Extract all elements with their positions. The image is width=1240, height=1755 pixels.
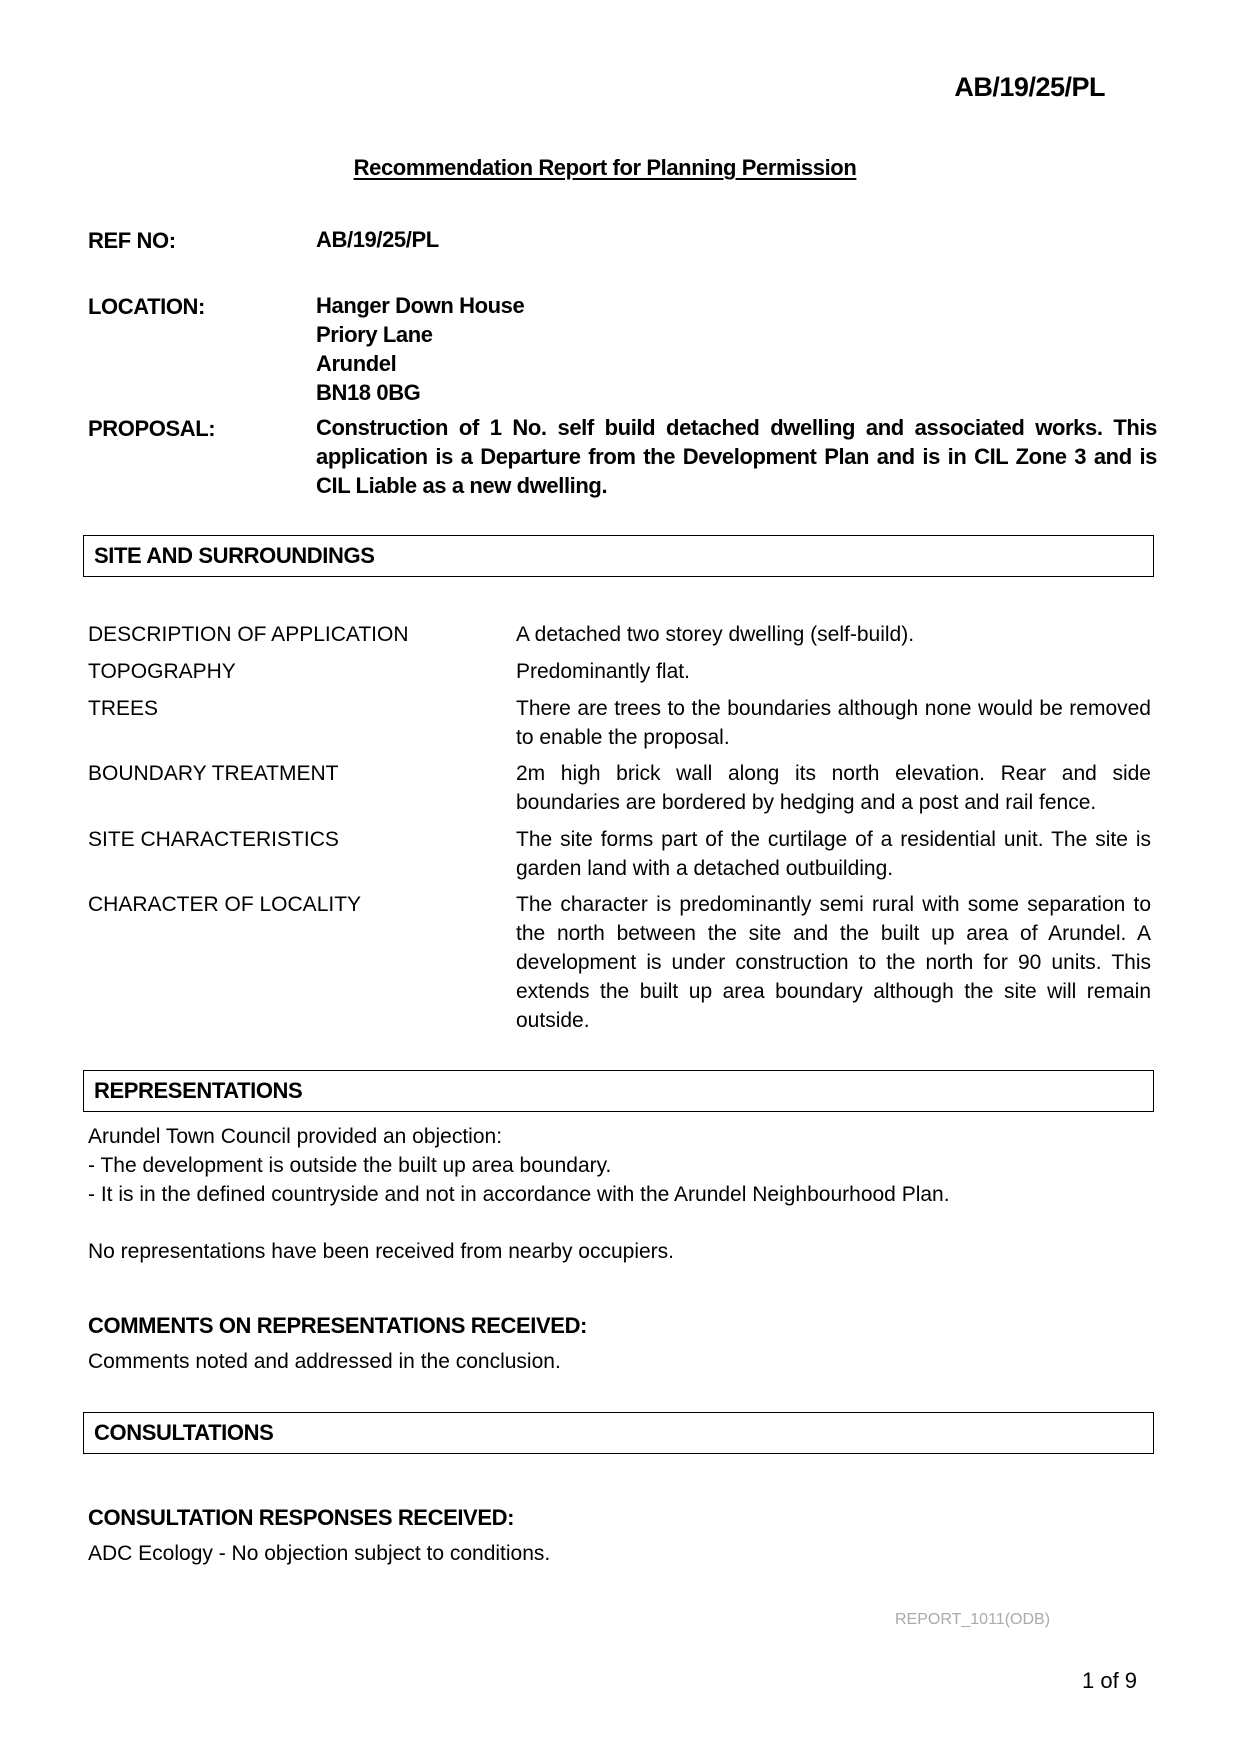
report-title [0,155,1210,181]
site-surroundings-heading [83,535,1154,577]
representation-line: - It is in the defined countryside and not in accordance with the Arundel Neighbourhood Plan. [88,1183,950,1206]
site-row-label: DESCRIPTION OF APPLICATION [88,623,409,646]
section-heading-text: SITE AND SURROUNDINGS [94,543,375,568]
location-line: Arundel [316,351,397,376]
report-code: REPORT_1011(ODB) [895,1611,1051,1628]
report-title-text: Recommendation Report for Planning Permission [353,155,857,180]
site-row-value: There are trees to the boundaries although none would be removed to enable the proposal. [516,697,1151,749]
representations-text [88,1122,950,1209]
location-label: LOCATION: [88,294,205,319]
ref-no-label: REF NO: [88,228,176,253]
site-row-label: CHARACTER OF LOCALITY [88,893,362,916]
representation-line: Arundel Town Council provided an objection: [88,1125,503,1148]
site-row-value: 2m high brick wall along its north elevation. Rear and side boundaries are bordered by hedging and a post and rail fence. [516,762,1151,814]
page-number: 1 of 9 [1082,1668,1138,1693]
site-row-value: The site forms part of the curtilage of a residential unit. The site is garden land with a detached outbuilding. [516,828,1151,880]
section-heading-text: CONSULTATIONS [94,1420,274,1445]
representation-line: - The development is outside the built up area boundary. [88,1154,612,1177]
consultation-responses-text: ADC Ecology - No objection subject to conditions. [88,1542,551,1565]
proposal-label: PROPOSAL: [88,416,216,441]
consultation-responses-heading: CONSULTATION RESPONSES RECEIVED: [88,1505,515,1530]
location-value [316,291,524,407]
ref-no-value: AB/19/25/PL [316,227,439,252]
site-row-label: TOPOGRAPHY [88,660,236,683]
site-row-value: A detached two storey dwelling (self-build). [516,623,915,646]
document-reference: AB/19/25/PL [954,72,1105,102]
site-row-value: Predominantly flat. [516,660,690,683]
location-line: BN18 0BG [316,380,421,405]
neighbour-representations: No representations have been received from nearby occupiers. [88,1240,674,1263]
comments-text: Comments noted and addressed in the conclusion. [88,1350,561,1373]
consultations-heading [83,1412,1154,1454]
comments-heading: COMMENTS ON REPRESENTATIONS RECEIVED: [88,1313,587,1338]
site-row-label: TREES [88,697,159,720]
location-line: Hanger Down House [316,293,525,318]
site-row-value: The character is predominantly semi rural with some separation to the north between the site and the built up area of Arundel. A development is under construction to the north for 90 units. This extends the built up area boundary although the site will remain outside. [516,893,1151,1032]
proposal-value: Construction of 1 No. self build detached dwelling and associated works. This application is a Departure from the Development Plan and is in CIL Zone 3 and is CIL Liable as a new dwelling. [316,415,1157,498]
section-heading-text: REPRESENTATIONS [94,1078,303,1103]
location-line: Priory Lane [316,322,433,347]
site-row-label: SITE CHARACTERISTICS [88,828,339,851]
representations-heading [83,1070,1154,1112]
site-row-label: BOUNDARY TREATMENT [88,762,339,785]
